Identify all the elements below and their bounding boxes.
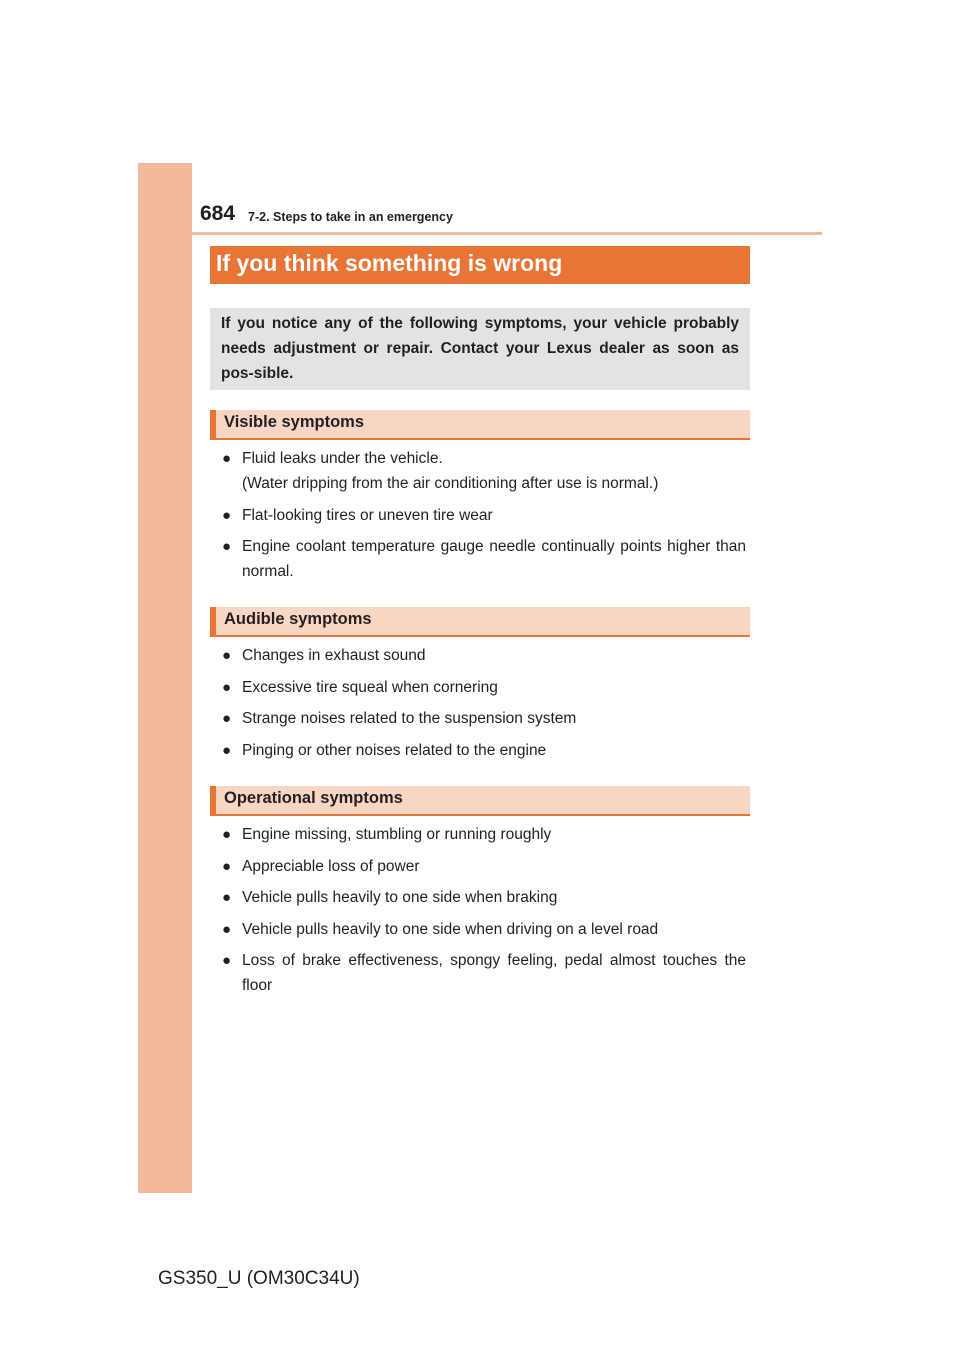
list-item [222, 738, 746, 763]
section-heading-label: Operational symptoms [224, 789, 403, 807]
list-item [222, 854, 746, 879]
page-number: 684 [200, 202, 236, 225]
list-item-text: Fluid leaks under the vehicle. [242, 450, 443, 467]
header-rule [192, 232, 822, 235]
list-item [222, 917, 746, 942]
bullet-icon: ● [222, 920, 232, 938]
bullet-icon: ● [222, 538, 232, 555]
list-item-text: Vehicle pulls heavily to one side when braking [242, 889, 558, 906]
list-item [222, 885, 746, 910]
chapter-side-tab [138, 163, 192, 1193]
list-item [222, 446, 746, 496]
list-item [222, 706, 746, 731]
list-item [222, 822, 746, 847]
audible-symptoms-list [222, 643, 746, 769]
list-item [222, 675, 746, 700]
section-heading-visible [210, 410, 750, 440]
bullet-icon: ● [222, 678, 232, 696]
list-item [222, 643, 746, 668]
bullet-icon: ● [222, 506, 232, 524]
list-item [222, 503, 746, 528]
bullet-icon: ● [222, 826, 232, 843]
list-item-text: Strange noises related to the suspension system [242, 710, 577, 727]
list-item-text: Excessive tire squeal when cornering [242, 678, 498, 696]
list-item-text: Engine missing, stumbling or running roughly [242, 826, 552, 843]
operational-symptoms-list [222, 822, 746, 1005]
list-item-text: Appreciable loss of power [242, 857, 420, 875]
page-title: If you think something is wrong [216, 250, 563, 276]
intro-box [210, 308, 750, 390]
list-item-text: Loss of brake effectiveness, spongy feeling, pedal almost touches the floor [242, 952, 746, 994]
list-item [222, 534, 746, 584]
list-item-text: Flat-looking tires or uneven tire wear [242, 506, 493, 524]
bullet-icon: ● [222, 889, 232, 906]
bullet-icon: ● [222, 710, 232, 727]
list-item [222, 948, 746, 998]
list-item-text: Pinging or other noises related to the engine [242, 741, 547, 759]
bullet-icon: ● [222, 647, 232, 664]
bullet-icon: ● [222, 952, 232, 969]
section-reference: 7-2. Steps to take in an emergency [248, 210, 453, 224]
document-footer: GS350_U (OM30C34U) [158, 1268, 360, 1289]
section-heading-label: Visible symptoms [224, 413, 365, 431]
bullet-icon: ● [222, 450, 232, 467]
list-item-note: (Water dripping from the air conditioning after use is normal.) [242, 475, 659, 492]
page-title-bar [210, 246, 750, 284]
bullet-icon: ● [222, 857, 232, 875]
bullet-icon: ● [222, 741, 232, 759]
visible-symptoms-list [222, 446, 746, 591]
section-heading-audible [210, 607, 750, 637]
list-item-text: Changes in exhaust sound [242, 647, 426, 664]
intro-text: If you notice any of the following symptoms, your vehicle probably needs adjustment or repair. Contact your Lexus dealer as soon as pos-sible. [221, 315, 739, 382]
list-item-text: Engine coolant temperature gauge needle continually points higher than normal. [242, 538, 746, 580]
list-item-text: Vehicle pulls heavily to one side when driving on a level road [242, 920, 659, 938]
section-heading-operational [210, 786, 750, 816]
section-heading-label: Audible symptoms [224, 610, 372, 628]
